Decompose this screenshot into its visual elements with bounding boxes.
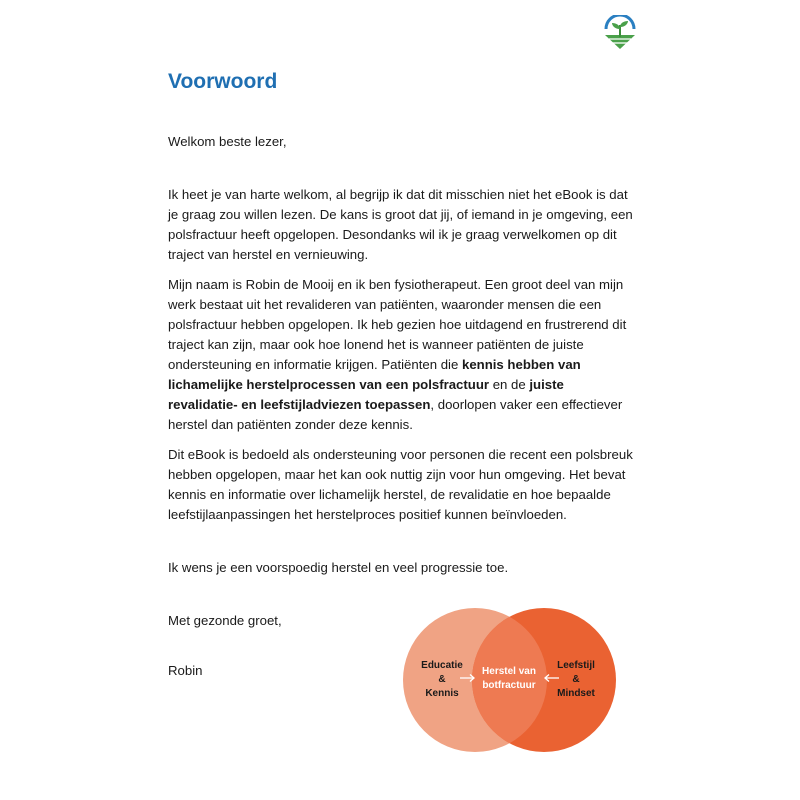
author-paragraph-text-3: , doorlopen vaker een effectiever herstel dan patiënten zonder deze kennis.: [168, 397, 623, 432]
author-paragraph-bold-2: juiste revalidatie- en leefstijladviezen toepassen: [168, 377, 564, 412]
venn-right-label-line-1: Leefstijl: [557, 660, 595, 671]
author-paragraph-text-2: en de: [489, 377, 530, 392]
venn-left-label-line-3: Kennis: [425, 688, 459, 699]
greeting-text: Welkom beste lezer,: [168, 134, 287, 149]
author-paragraph: [168, 275, 633, 435]
author-paragraph-text-1: Mijn naam is Robin de Mooij en ik ben fysiotherapeut. Een groot deel van mijn werk bestaat uit het revalideren van patiënten, waaronder mensen die een polsfractuur hebben opgelopen. Ik heb gezien hoe uitdagend en frustrerend dit traject kan zijn, maar ook hoe lonend het is wanneer patiënten de juiste ondersteuning en informatie krijgen. Patiënten die: [168, 277, 627, 372]
venn-left-label-line-2: &: [438, 674, 446, 685]
closing-text: Met gezonde groet,: [168, 613, 282, 628]
venn-diagram: [400, 608, 620, 753]
wish-text: Ik wens je een voorspoedig herstel en veel progressie toe.: [168, 560, 509, 575]
venn-right-label-line-2: &: [572, 674, 580, 685]
sprout-shield-logo-icon: [603, 15, 637, 51]
venn-center-label-line-2: botfractuur: [482, 680, 536, 691]
letter-body: [168, 126, 633, 681]
signature-text: Robin: [168, 663, 203, 678]
venn-right-label-line-3: Mindset: [557, 688, 595, 699]
intro-paragraph: Ik heet je van harte welkom, al begrijp ik dat dit misschien niet het eBook is dat je graag zou willen lezen. De kans is groot dat jij, of iemand in je omgeving, een polsfractuur heeft opgelopen. Desondanks wil ik je graag verwelkomen op dit traject van herstel en vernieuwing.: [168, 187, 633, 262]
venn-left-label-line-1: Educatie: [421, 660, 463, 671]
author-paragraph-bold-1: kennis hebben van lichamelijke herstelprocessen van een polsfractuur: [168, 357, 581, 392]
purpose-paragraph: Dit eBook is bedoeld als ondersteuning voor personen die recent een polsbreuk hebben opgelopen, maar het kan ook nuttig zijn voor hun omgeving. Het bevat kennis en informatie over lichamelijk herstel, de revalidatie en hoe bepaalde leefstijlaanpassingen het herstelproces positief kunnen beïnvloeden.: [168, 447, 633, 522]
venn-center-label-line-1: Herstel van: [482, 666, 536, 677]
page-title: Voorwoord: [168, 70, 278, 93]
